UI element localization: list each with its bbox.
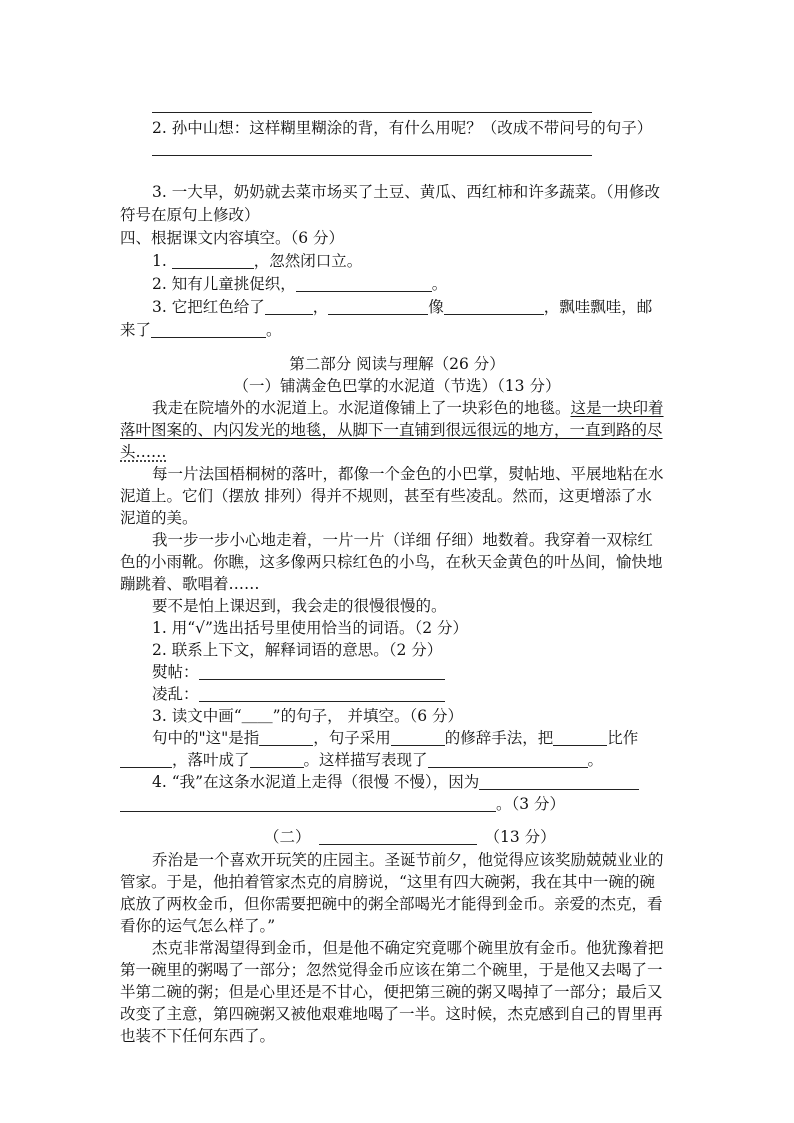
passage-1-para-1-line3: 头…… [120, 443, 167, 461]
item-text: 。 [587, 751, 604, 769]
fill-blank[interactable] [391, 729, 445, 746]
item-text: ，忽然闭口立。 [253, 252, 363, 270]
reading-q3: 3. 读文中画“＿＿”的句子， 并填空。（6 分） [152, 707, 464, 725]
passage-1-title: （一）铺满金色巴掌的水泥道（节选）（13 分） [233, 377, 561, 395]
title-text: （二） [264, 828, 311, 846]
question-2-rewrite: 2. 孙中山想：这样糊里糊涂的背，有什么用呢？（改成不带问号的句子） [152, 119, 653, 137]
fill-blank[interactable] [120, 751, 172, 768]
item-text: 2. 知有儿童挑促织， [152, 275, 296, 293]
word-label: 凌乱： [152, 685, 199, 703]
passage-1-para-1-line1 [152, 397, 664, 419]
item-text: 。 [266, 321, 282, 339]
passage-2-para-1-line1: 乔治是一个喜欢开玩笑的庄园主。圣诞节前夕，他觉得应该奖励兢兢业业的 [152, 851, 664, 869]
fill-blank[interactable] [151, 321, 266, 338]
title-text: （13 分） [484, 828, 556, 846]
item-text: ， [312, 298, 329, 316]
item-text: 比作 [607, 729, 639, 747]
section-4-item-3 [152, 296, 652, 318]
passage-2-para-2-line5: 也装不下任何东西了。 [120, 1027, 276, 1045]
item-text: ，飘哇飘哇，邮 [543, 298, 653, 316]
passage-2-para-1-line2: 管家。于是，他拍着管家杰克的肩膀说，“这里有四大碗粥，我在其中一碗的碗 [120, 873, 655, 891]
item-text: 。这样描写表现了 [303, 751, 428, 769]
section-4-item-1 [152, 250, 362, 272]
fill-blank[interactable] [265, 298, 313, 315]
reading-q4-line2 [120, 793, 565, 815]
fill-blank[interactable] [172, 252, 254, 269]
passage-1-para-3-line2: 色的小雨靴。你瞧，这多像两只棕红色的小鸟，在秋天金黄色的叶丛间，愉快地 [120, 553, 663, 571]
item-text: 的修辞手法，把 [444, 729, 554, 747]
passage-2-title [264, 826, 556, 848]
reading-q1: 1. 用“√”选出括号里使用恰当的词语。（2 分） [152, 619, 468, 637]
fill-blank[interactable] [259, 729, 313, 746]
item-text: ，句子采用 [313, 729, 391, 747]
reading-q3-line1 [152, 727, 638, 749]
answer-line-2[interactable] [152, 155, 592, 156]
fill-blank[interactable] [250, 751, 304, 768]
passage-1-para-3-line1: 我一步一步小心地走着，一片一片（详细 仔细）地数着。我穿着一双棕红 [152, 531, 653, 549]
passage-2-para-2-line2: 第一碗里的粥喝了一部分；忽然觉得金币应该在第二个碗里，于是他又去喝了一 [120, 961, 663, 979]
item-text: 来了 [120, 321, 152, 339]
reading-q4-line1 [152, 771, 639, 793]
section-4-item-2 [152, 273, 447, 295]
fill-blank[interactable] [428, 751, 588, 768]
section-4-title: 四、根据课文内容填空。（6 分） [120, 229, 345, 247]
passage-1-para-2-line2: 泥道上。它们（摆放 排列）得并不规则，甚至有些凌乱。然而，这更增添了水 [120, 487, 652, 505]
item-text: 句中的"这"是指 [152, 729, 260, 747]
fill-blank[interactable] [296, 275, 432, 292]
passage-1-para-3-line3: 蹦跳着、歌唱着…… [120, 575, 260, 593]
item-text: 。（3 分） [496, 795, 566, 813]
reading-q2-word1 [152, 661, 445, 683]
passage-1-para-2-line3: 泥道的美。 [120, 509, 198, 527]
passage-2-para-2-line3: 半第二碗的粥；但是心里还是不甘心，便把第三碗的粥又喝掉了一部分；最后又 [120, 983, 663, 1001]
underlined-sentence: 这是一块印着 [570, 399, 664, 417]
fill-blank[interactable] [328, 298, 428, 315]
item-text: ，落叶成了 [172, 751, 250, 769]
word-label: 熨帖： [152, 663, 199, 681]
passage-2-para-2-line4: 改变了主意，第四碗粥又被他艰难地喝了一半。这时候，杰克感到自己的胃里再 [120, 1005, 663, 1023]
question-3-line2: 符号在原句上修改） [120, 206, 260, 224]
reading-q2: 2. 联系上下文，解释词语的意思。（2 分） [152, 641, 443, 659]
passage-2-para-1-line3: 底放了两枚金币，但你需要把碗中的粥全部喝光才能得到金币。亲爱的杰克，看 [120, 895, 663, 913]
answer-line-1[interactable] [152, 112, 592, 113]
fill-blank[interactable] [120, 795, 496, 812]
fill-blank[interactable] [479, 773, 639, 790]
title-fill-blank[interactable] [319, 828, 477, 845]
item-number: 1. [152, 252, 167, 270]
passage-1-para-1-line2: 落叶图案的、内闪发光的地毯，从脚下一直铺到很远很远的地方，一直到路的尽 [120, 421, 663, 439]
passage-1-para-2-line1: 每一片法国梧桐树的落叶，都像一个金色的小巴掌，熨帖地、平展地粘在水 [152, 465, 664, 483]
fill-blank[interactable] [199, 663, 445, 680]
passage-2-para-1-line4: 看你的运气怎么样了。” [120, 917, 276, 935]
fill-blank[interactable] [444, 298, 544, 315]
reading-q3-line2 [120, 749, 603, 771]
section-4-item-3-cont [120, 319, 282, 341]
passage-2-para-2-line1: 杰克非常渴望得到金币，但是他不确定究竟哪个碗里放有金币。他犹豫着把 [152, 939, 664, 957]
passage-1-para-4: 要不是怕上课迟到，我会走的很慢很慢的。 [152, 597, 447, 615]
reading-q2-word2 [152, 683, 445, 705]
fill-blank[interactable] [199, 685, 445, 702]
item-text: 像 [428, 298, 444, 316]
item-text: 4. “我”在这条水泥道上走得（很慢 不慢），因为 [152, 773, 480, 791]
fill-blank[interactable] [553, 729, 607, 746]
paragraph-text: 我走在院墙外的水泥道上。水泥道像铺上了一块彩色的地毯。 [152, 399, 571, 417]
question-3-line1: 3. 一大早，奶奶就去菜市场买了土豆、黄瓜、西红柿和许多蔬菜。（用修改 [152, 183, 660, 201]
part-2-title: 第二部分 阅读与理解（26 分） [289, 355, 505, 373]
item-text: 。 [431, 275, 448, 293]
item-text: 3. 它把红色给了 [152, 298, 265, 316]
